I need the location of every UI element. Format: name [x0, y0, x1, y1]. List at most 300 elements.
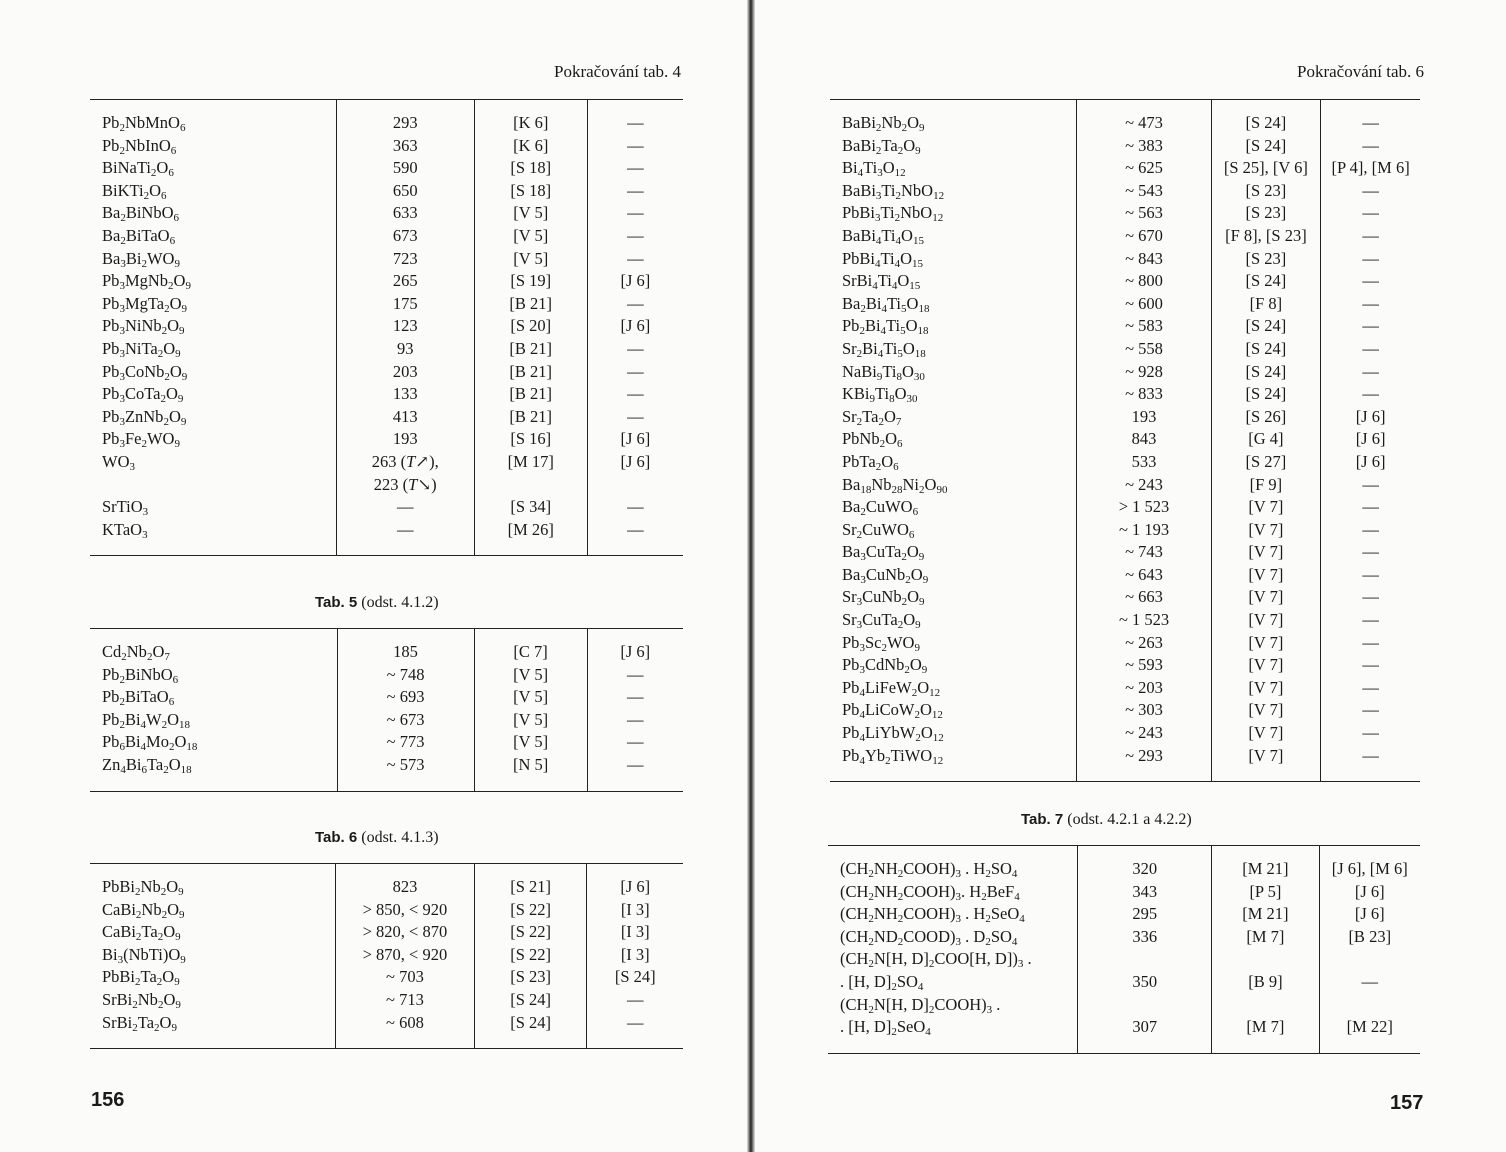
left-page	[0, 0, 747, 1152]
transition-temperature: 650	[392, 180, 418, 200]
compound-formula: $Pb_3Fe_2WO_9$	[102, 429, 180, 451]
reference-citation: —	[1362, 361, 1379, 381]
reference-citation: —	[627, 497, 644, 517]
compound-formula: $(CH_2NH_2COOH)_3$ . $H_2SO_4$	[840, 859, 1018, 880]
compound-formula: $Sr_3CuTa_2O_9$	[842, 610, 921, 632]
transition-temperature: ~ 713	[386, 989, 424, 1009]
reference-citation: [S 22]	[510, 899, 551, 919]
compound-formula: $Pb_3MgNb_2O_9$	[102, 271, 191, 293]
reference-citation: —	[627, 406, 644, 426]
transition-temperature: ~ 473	[1125, 113, 1163, 132]
reference-citation: —	[1362, 293, 1379, 313]
reference-citation: [S 24]	[1245, 271, 1287, 291]
transition-temperature: ~ 1 193	[1118, 519, 1170, 539]
transition-temperature: 293	[392, 113, 418, 132]
reference-citation: [P 5]	[1249, 881, 1282, 901]
reference-citation: [B 21]	[509, 384, 553, 404]
compound-formula: $CaBi_2Ta_2O_9$	[102, 922, 181, 944]
reference-citation: [V 7]	[1248, 632, 1284, 652]
reference-citation: [J 6]	[620, 877, 651, 896]
transition-temperature: 673	[392, 225, 418, 245]
reference-citation: [S 27]	[1245, 451, 1287, 471]
temperature-column	[1077, 100, 1211, 782]
reference-column	[474, 100, 587, 556]
reference-citation: [J 6]	[1354, 881, 1385, 901]
reference-citation: [S 16]	[510, 429, 552, 449]
reference-citation: [S 24]	[1245, 316, 1287, 336]
reference-citation: [F 8]	[1249, 293, 1283, 313]
reference-citation: —	[627, 687, 644, 707]
transition-temperature: ~ 643	[1125, 564, 1163, 584]
continuation-label-tab4: Pokračování tab. 4	[554, 62, 681, 81]
compound-formula: $Bi_4Ti_3O_{12}$	[842, 158, 906, 180]
transition-temperature: > 850, < 920	[362, 899, 448, 919]
book-gutter	[747, 0, 755, 1152]
temperature-column	[336, 100, 474, 556]
reference-citation: [V 7]	[1248, 655, 1284, 675]
reference-citation: —	[1362, 338, 1379, 358]
compound-formula: $SrBi_2Ta_2O_9$	[102, 1012, 177, 1034]
reference-citation: [S 24]	[1245, 384, 1287, 404]
reference-citation: [J 6]	[1355, 429, 1386, 449]
reference-citation: [G 4]	[1248, 429, 1284, 449]
compound-formula: $PbNb_2O_6$	[842, 429, 903, 451]
reference-citation: [F 8], [S 23]	[1225, 225, 1307, 245]
compound-formula: $CaBi_2Nb_2O_9$	[102, 899, 185, 921]
compound-formula: $SrBi_4Ti_4O_{15}$	[842, 271, 921, 293]
secondary-reference-column	[587, 100, 683, 556]
reference-citation: [V 5]	[513, 732, 549, 752]
transition-temperature: 843	[1131, 429, 1157, 449]
compound-formula: $Ba_2Bi_4Ti_5O_{18}$	[842, 293, 930, 315]
reference-citation: —	[627, 754, 644, 774]
compound-formula: . [H, $D]_2SeO_4$	[840, 1017, 931, 1039]
reference-citation: [S 23]	[1245, 203, 1287, 223]
compound-formula: $Pb_3NiTa_2O_9$	[102, 338, 181, 360]
transition-temperature: 343	[1132, 881, 1158, 901]
reference-citation: [P 4], [M 6]	[1331, 158, 1410, 178]
reference-citation: [V 7]	[1248, 700, 1284, 720]
temperature-column	[1078, 846, 1212, 1054]
reference-citation: [V 7]	[1248, 519, 1284, 539]
reference-citation: [V 7]	[1248, 497, 1284, 517]
reference-citation: —	[627, 135, 644, 155]
reference-citation: [I 3]	[620, 944, 650, 964]
transition-temperature: 823	[392, 877, 418, 896]
reference-citation: [N 5]	[512, 754, 549, 774]
reference-citation: [S 24]	[1245, 361, 1287, 381]
compound-formula: $Pb_6Bi_4Mo_2O_{18}$	[102, 732, 198, 754]
reference-citation: —	[1362, 632, 1379, 652]
transition-temperature: ~ 625	[1125, 158, 1163, 178]
reference-citation: —	[1362, 587, 1379, 607]
reference-citation: —	[1362, 225, 1379, 245]
reference-citation: [V 7]	[1248, 564, 1284, 584]
compound-formula: $KBi_9Ti_8O_{30}$	[842, 384, 918, 406]
reference-citation: [J 6]	[1355, 451, 1386, 471]
reference-citation: [M 26]	[507, 519, 554, 539]
formula-column	[90, 100, 336, 556]
table-tab6-continued	[830, 99, 1420, 782]
reference-citation: [V 7]	[1248, 677, 1284, 697]
transition-temperature: ~ 843	[1125, 248, 1163, 268]
reference-citation: [J 6]	[620, 316, 651, 336]
transition-temperature: ~ 608	[386, 1012, 424, 1032]
reference-citation: —	[627, 158, 644, 178]
reference-citation: —	[1362, 135, 1379, 155]
compound-formula: $Pb_4Yb_2TiWO_{12}$	[842, 745, 944, 767]
compound-formula: $PbBi_2Ta_2O_9$	[102, 967, 180, 989]
compound-formula: $Sr_2Ta_2O_7$	[842, 406, 902, 428]
page-number-right: 157	[1390, 1092, 1424, 1114]
temperature-column	[337, 629, 474, 792]
reference-citation: [J 6]	[620, 271, 651, 291]
reference-citation: [S 23]	[1245, 248, 1287, 268]
transition-temperature: 123	[392, 316, 418, 336]
transition-temperature: 133	[392, 384, 418, 404]
compound-formula: $PbBi_3Ti_2NbO_{12}$	[842, 203, 944, 225]
reference-citation: [B 21]	[509, 338, 553, 358]
compound-formula: $Pb_3NiNb_2O_9$	[102, 316, 185, 338]
reference-citation: [V 7]	[1248, 542, 1284, 562]
reference-citation: [B 21]	[509, 361, 553, 381]
reference-column	[1212, 846, 1319, 1054]
compound-formula: $Ba_{18}Nb_{28}Ni_2O_{90}$	[842, 474, 948, 496]
reference-citation: —	[627, 361, 644, 381]
compound-formula: $Ba_3CuTa_2O_9$	[842, 542, 925, 564]
transition-temperature: ~ 773	[386, 732, 425, 752]
transition-temperature: > 820, < 870	[362, 922, 448, 942]
reference-column	[1211, 100, 1321, 782]
reference-citation: [B 21]	[509, 293, 553, 313]
transition-temperature: > 870, < 920	[362, 944, 448, 964]
reference-citation: [V 5]	[513, 225, 549, 245]
compound-formula: KTaO$_3$	[102, 519, 148, 541]
reference-citation: [K 6]	[513, 135, 549, 155]
reference-citation: —	[1362, 655, 1379, 675]
temperature-column	[336, 864, 475, 1049]
reference-citation: [M 21]	[1242, 859, 1289, 878]
secondary-reference-column	[587, 629, 683, 792]
transition-temperature: ~ 800	[1125, 271, 1163, 291]
reference-citation: [S 18]	[510, 180, 552, 200]
reference-citation: —	[1362, 564, 1379, 584]
transition-temperature: ~ 573	[386, 754, 425, 774]
formula-column	[828, 846, 1078, 1054]
compound-formula: $Pb_2BiTaO_6$	[102, 687, 175, 709]
table-tab6	[90, 863, 683, 1049]
reference-citation: [S 24]	[614, 967, 656, 987]
reference-citation: —	[1362, 203, 1379, 223]
compound-formula: $BaBi_2Nb_2O_9$	[842, 113, 925, 134]
compound-formula: $NaBi_9Ti_8O_{30}$	[842, 361, 925, 383]
reference-citation: —	[1361, 971, 1378, 991]
table-tab5	[90, 628, 683, 792]
reference-citation: —	[627, 113, 644, 132]
reference-citation: [S 24]	[1245, 113, 1287, 132]
compound-formula: $Pb_3ZnNb_2O_9$	[102, 406, 187, 428]
reference-citation: [S 24]	[510, 1012, 551, 1032]
compound-formula: $(CH_2NH_2COOH)_3$ . $H_2SeO_4$	[840, 904, 1025, 926]
formula-column	[90, 629, 337, 792]
page-number-left: 156	[91, 1089, 125, 1111]
table-tab7	[828, 845, 1420, 1054]
reference-citation: —	[627, 248, 644, 268]
reference-citation: [J 6]	[620, 642, 651, 661]
reference-citation: [V 7]	[1248, 587, 1284, 607]
table-caption-tab7: Tab. 7 (odst. 4.2.1 a 4.2.2)	[1021, 811, 1192, 828]
compound-formula: ($CH_2N[H$, $D]_2COOH)_3$ .	[840, 994, 1001, 1016]
compound-formula: $Sr_3CuNb_2O_9$	[842, 587, 925, 609]
transition-temperature: 723	[392, 248, 418, 268]
compound-formula: $Ba_2CuWO_6$	[842, 497, 919, 519]
compound-formula: $Pb_3CoNb_2O_9$	[102, 361, 188, 383]
reference-citation: [I 3]	[620, 899, 650, 919]
compound-formula: . [H, $D]_2SO_4$	[840, 971, 924, 993]
compound-formula: $Pb_3CdNb_2O_9$	[842, 655, 928, 677]
transition-temperature: 193	[392, 429, 418, 449]
reference-citation: —	[1362, 745, 1379, 765]
right-page	[755, 0, 1506, 1152]
secondary-reference-column	[1319, 846, 1420, 1054]
formula-column	[90, 864, 336, 1049]
reference-citation: —	[627, 384, 644, 404]
compound-formula: $Pb_2Bi_4W_2O_{18}$	[102, 709, 191, 731]
reference-citation: [J 6], [M 6]	[1331, 859, 1408, 878]
compound-formula: $Ba_3CuNb_2O_9$	[842, 564, 929, 586]
compound-formula: $PbBi_4Ti_4O_{15}$	[842, 248, 924, 270]
transition-temperature: 265	[392, 271, 418, 291]
transition-temperature: ~ 558	[1125, 338, 1163, 358]
transition-temperature	[1078, 948, 1211, 971]
transition-temperature: 185	[393, 642, 418, 661]
reference-citation: —	[627, 180, 644, 200]
transition-temperature: ~ 203	[1125, 677, 1163, 697]
reference-citation: [V 7]	[1248, 723, 1284, 743]
reference-citation: [S 18]	[510, 158, 552, 178]
reference-citation: [S 34]	[510, 497, 552, 517]
reference-citation: —	[627, 338, 644, 358]
transition-temperature: ~ 293	[1125, 745, 1163, 765]
compound-formula: $Pb_4LiCoW_2O_{12}$	[842, 700, 943, 722]
transition-temperature: ~ 743	[1125, 542, 1163, 562]
reference-citation: [S 21]	[510, 877, 551, 896]
compound-formula: $Pb_4LiFeW_2O_{12}$	[842, 677, 941, 699]
reference-citation: —	[1362, 519, 1379, 539]
compound-formula: $Pb_2NbInO_6$	[102, 135, 177, 157]
transition-temperature: ~ 600	[1125, 293, 1163, 313]
reference-citation: —	[627, 225, 644, 245]
reference-citation: —	[627, 519, 644, 539]
transition-temperature: 413	[392, 406, 418, 426]
compound-formula: $BaBi_3Ti_2NbO_{12}$	[842, 180, 945, 202]
compound-formula: $Sr_2Bi_4Ti_5O_{18}$	[842, 338, 926, 360]
compound-formula: $Pb_3CoTa_2O_9$	[102, 384, 184, 406]
reference-citation	[1320, 994, 1420, 1017]
reference-citation: —	[1362, 497, 1379, 517]
reference-citation: —	[626, 989, 644, 1009]
transition-temperature: ~ 673	[386, 709, 425, 729]
compound-formula	[102, 474, 336, 497]
reference-citation: —	[1362, 723, 1379, 743]
transition-temperature: 93	[396, 338, 414, 358]
transition-temperature: ~ 833	[1125, 384, 1163, 404]
transition-temperature: 350	[1132, 971, 1158, 991]
table-caption-tab6: Tab. 6 (odst. 4.1.3)	[315, 829, 439, 846]
transition-temperature: ~ 563	[1125, 203, 1163, 223]
reference-citation: [V 5]	[513, 203, 549, 223]
table-body-row	[90, 629, 683, 792]
transition-temperature: > 1 523	[1118, 497, 1170, 517]
transition-temperature: 193	[1131, 406, 1157, 426]
secondary-reference-column	[587, 864, 683, 1049]
reference-citation: [S 24]	[1245, 338, 1287, 358]
reference-citation	[1320, 948, 1420, 971]
reference-column	[474, 629, 587, 792]
reference-citation	[1212, 994, 1318, 1017]
compound-formula: $WO_3$	[102, 451, 135, 473]
compound-formula: $PbBi_2Nb_2O_9$	[102, 877, 184, 898]
compound-formula: $(CH_2ND_2COOD)_3$ . $D_2SO_4$	[840, 926, 1018, 948]
reference-citation: —	[627, 203, 644, 223]
reference-citation: [M 7]	[1246, 1017, 1285, 1037]
compound-formula: $SrBi_2Nb_2O_9$	[102, 989, 181, 1011]
reference-citation: [J 6]	[620, 451, 651, 471]
transition-temperature: ~ 693	[386, 687, 425, 707]
reference-citation: [F 9]	[1249, 474, 1283, 494]
table-tab4-continued	[90, 99, 683, 556]
reference-citation: —	[627, 709, 644, 729]
transition-temperature: ~ 303	[1125, 700, 1163, 720]
reference-citation: [I 3]	[620, 922, 650, 942]
compound-formula: ($CH_2N[H$, $D]_2COO[H$, $D])_3$ .	[840, 949, 1032, 971]
compound-formula: $Cd_2Nb_2O_7$	[102, 642, 170, 663]
reference-citation: [M 7]	[1246, 926, 1285, 946]
formula-column	[830, 100, 1077, 782]
transition-temperature: ~ 663	[1125, 587, 1163, 607]
transition-temperature: ~ 703	[386, 967, 424, 987]
transition-temperature: 307	[1132, 1017, 1158, 1037]
compound-formula: $Pb_2BiNbO_6$	[102, 664, 179, 686]
compound-formula: $Pb_3Sc_2WO_9$	[842, 632, 920, 654]
transition-temperature: 223 (T↘)	[373, 474, 437, 494]
transition-temperature	[1078, 994, 1211, 1017]
compound-formula: $BiKTi_2O_6$	[102, 180, 167, 202]
compound-formula: $BaBi_2Ta_2O_9$	[842, 135, 921, 157]
reference-citation: —	[1362, 180, 1379, 200]
reference-citation: —	[1362, 542, 1379, 562]
reference-citation: [V 5]	[513, 664, 549, 684]
transition-temperature: 175	[392, 293, 418, 313]
reference-citation: —	[1362, 271, 1379, 291]
reference-citation: —	[1362, 474, 1379, 494]
transition-temperature: 295	[1132, 904, 1158, 924]
transition-temperature: —	[396, 497, 414, 517]
compound-formula: $Pb_2NbMnO_6$	[102, 113, 186, 134]
reference-citation: [S 24]	[1245, 135, 1287, 155]
table-caption-tab5: Tab. 5 (odst. 4.1.2)	[315, 594, 439, 611]
reference-citation	[1212, 948, 1318, 971]
compound-formula: $Pb_4LiYbW_2O_{12}$	[842, 723, 944, 745]
compound-formula: $Bi_3(NbTi)O_9$	[102, 944, 186, 966]
transition-temperature: ~ 670	[1125, 225, 1163, 245]
reference-citation: —	[626, 1012, 644, 1032]
reference-citation: [S 19]	[510, 271, 552, 291]
transition-temperature: 203	[392, 361, 418, 381]
compound-formula: $BiNaTi_2O_6$	[102, 158, 174, 180]
reference-citation: [V 5]	[513, 709, 549, 729]
reference-citation: [S 23]	[510, 967, 551, 987]
reference-citation: —	[1362, 113, 1379, 132]
reference-citation: [S 22]	[510, 922, 551, 942]
table-body-row	[830, 100, 1420, 782]
compound-formula: $Ba_2BiNbO_6$	[102, 203, 180, 225]
reference-citation: [K 6]	[513, 113, 549, 132]
reference-citation: —	[1362, 677, 1379, 697]
compound-formula: $PbTa_2O_6$	[842, 451, 899, 473]
reference-citation: —	[627, 732, 644, 752]
transition-temperature: ~ 243	[1125, 723, 1163, 743]
reference-citation: [C 7]	[513, 642, 548, 661]
reference-citation: [V 5]	[513, 687, 549, 707]
transition-temperature: ~ 748	[386, 664, 425, 684]
reference-citation: [B 23]	[1348, 926, 1392, 946]
reference-citation: [J 6]	[620, 429, 651, 449]
transition-temperature: 633	[392, 203, 418, 223]
transition-temperature: ~ 593	[1125, 655, 1163, 675]
table-body-row	[90, 100, 683, 556]
compound-formula: $(CH_2NH_2COOH)_3$. $H_2BeF_4$	[840, 881, 1020, 903]
compound-formula: $Sr_2CuWO_6$	[842, 519, 915, 541]
reference-citation: —	[1362, 610, 1379, 630]
compound-formula: $Pb_3MgTa_2O_9$	[102, 293, 188, 315]
transition-temperature: 363	[392, 135, 418, 155]
reference-citation: [B 9]	[1248, 971, 1283, 991]
reference-citation: [B 21]	[509, 406, 553, 426]
transition-temperature: ~ 383	[1125, 135, 1163, 155]
transition-temperature: —	[396, 519, 414, 539]
reference-citation: —	[1362, 248, 1379, 268]
reference-column	[474, 864, 587, 1049]
reference-citation: —	[1362, 384, 1379, 404]
reference-citation: [M 22]	[1346, 1017, 1393, 1037]
reference-citation: [V 7]	[1248, 610, 1284, 630]
reference-citation: [J 6]	[1354, 904, 1385, 924]
reference-citation: —	[1362, 316, 1379, 336]
transition-temperature: 320	[1132, 859, 1158, 878]
reference-citation: [S 23]	[1245, 180, 1287, 200]
compound-formula: $Zn_4Bi_6Ta_2O_{18}$	[102, 754, 192, 776]
transition-temperature: ~ 583	[1125, 316, 1163, 336]
reference-citation: —	[627, 664, 644, 684]
reference-citation	[588, 474, 683, 497]
reference-citation: [S 26]	[1245, 406, 1287, 426]
reference-citation	[475, 474, 587, 497]
reference-citation: [J 6]	[1355, 406, 1386, 426]
table-body-row	[828, 846, 1420, 1054]
compound-formula: $BaBi_4Ti_4O_{15}$	[842, 225, 924, 247]
compound-formula: $Ba_2BiTaO_6$	[102, 225, 176, 247]
reference-citation: —	[1362, 700, 1379, 720]
reference-citation: [S 25], [V 6]	[1223, 158, 1308, 178]
compound-formula: SrTiO$_3$	[102, 497, 149, 519]
reference-citation: [V 7]	[1248, 745, 1284, 765]
reference-citation: [M 17]	[507, 451, 554, 471]
reference-citation: [S 20]	[510, 316, 552, 336]
table-body-row	[90, 864, 683, 1049]
compound-formula: $Pb_2Bi_4Ti_5O_{18}$	[842, 316, 929, 338]
transition-temperature: ~ 1 523	[1118, 610, 1170, 630]
